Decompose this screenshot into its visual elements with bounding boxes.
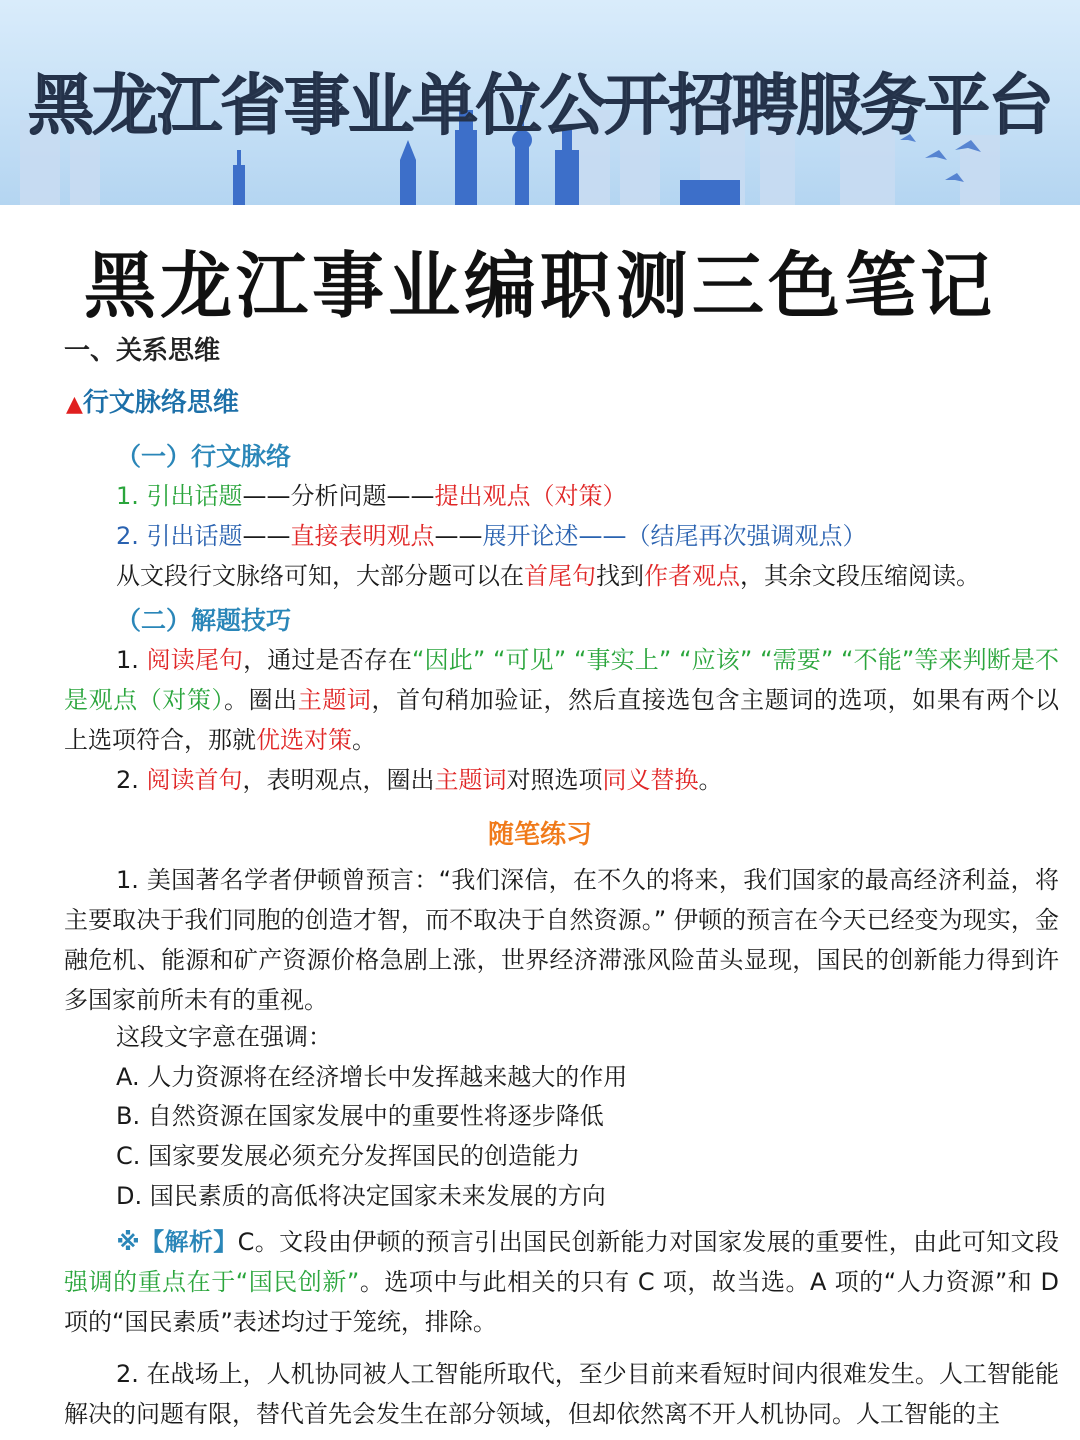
item2-dash: —— <box>242 522 291 550</box>
list-item <box>116 479 627 513</box>
page-title: 黑龙江事业编职测三色笔记 <box>83 244 996 328</box>
analysis-label: ※【解析】 <box>116 1228 238 1256</box>
banner-title: 黑龙江省事业单位公开招聘服务平台 <box>28 67 1052 144</box>
item1-viewpoint: 提出观点（对策） <box>434 482 627 510</box>
part2-heading: （二）解题技巧 <box>116 606 292 635</box>
tip-text: ，表明观点，圈出 <box>242 766 435 794</box>
summary-text: 找到 <box>596 562 644 590</box>
triangle-icon: ▲ <box>66 392 83 417</box>
sub-heading-text: 行文脉络思维 <box>82 388 239 418</box>
list-item <box>116 519 867 553</box>
tip-highlight: 阅读尾句 <box>146 646 244 674</box>
tip-highlight: 主题词 <box>434 766 507 794</box>
tip-text: 2. <box>116 766 147 794</box>
question-text: 2. 在战场上，人机协同被人工智能所取代，至少目前来看短时间内很难发生。人工智能能解决的问题有限，替代首先会发生在部分领域，但却依然离不开人机协同。人工智能的主 <box>64 1360 1059 1428</box>
tip-highlight: 同义替换 <box>602 766 699 794</box>
item2-argument: 展开论述——（结尾再次强调观点） <box>482 522 867 550</box>
part1-heading: （一）行文脉络 <box>116 442 292 471</box>
item2-topic: 2. 引出话题 <box>116 522 243 550</box>
tip-text: 。圈出 <box>224 686 298 714</box>
item2-viewpoint: 直接表明观点 <box>290 522 435 550</box>
analysis <box>64 1222 1059 1342</box>
question-text: 1. 美国著名学者伊顿曾预言：“我们深信，在不久的将来，我们国家的最高经济利益，将主要取决于我们同胞的创造才智，而不取决于自然资源。” 伊顿的预言在今天已经变为现实，金融危机、能源和矿产资源价格急剧上涨，世界经济滞涨风险苗头显现，国民的创新能力得到许多国家前所未有的重视。 <box>64 866 1059 1014</box>
tip-text: 对照选项 <box>506 766 603 794</box>
summary-highlight: 首尾句 <box>524 562 596 590</box>
option-a: A. 人力资源将在经济增长中发挥越来越大的作用 <box>116 1063 628 1091</box>
item2-dash2: —— <box>434 522 483 550</box>
question-1-prompt: 这段文字意在强调： <box>116 1023 332 1051</box>
tip-highlight: 阅读首句 <box>146 766 243 794</box>
question-2-stem <box>64 1354 1059 1434</box>
option-b: B. 自然资源在国家发展中的重要性将逐步降低 <box>116 1102 604 1130</box>
summary-text: 从文段行文脉络可知，大部分题可以在 <box>116 562 524 590</box>
analysis-text: C。文段由伊顿的预言引出国民创新能力对国家发展的重要性，由此可知文段 <box>237 1228 1059 1256</box>
part1-summary <box>116 559 980 593</box>
tip-highlight: 优选对策 <box>256 726 352 754</box>
item1-topic: 1. 引出话题 <box>116 482 243 510</box>
tip-text: 。 <box>698 766 723 794</box>
header-banner <box>0 0 1080 205</box>
item1-analysis: ——分析问题—— <box>242 482 435 510</box>
tip-keywords: “因此” “可见” “事实上” “应该” “需要” “不能”等来判断是不是观点（对策） <box>64 646 1060 714</box>
option-c: C. 国家要发展必须充分发挥国民的创造能力 <box>116 1142 581 1170</box>
section-heading: 一、关系思维 <box>64 336 221 366</box>
summary-text: ，其余文段压缩阅读。 <box>740 562 980 590</box>
tip-text: 。 <box>352 726 376 754</box>
option-d: D. 国民素质的高低将决定国家未来发展的方向 <box>116 1182 606 1210</box>
tip-1 <box>64 640 1059 760</box>
tip-text: ，通过是否存在 <box>243 646 413 674</box>
practice-heading: 随笔练习 <box>487 820 592 850</box>
tip-text: ，首句稍加验证，然后直接选包含主题词的选项，如果有两个以上选项符合，那就 <box>64 686 1060 754</box>
tip-2 <box>64 760 1059 800</box>
analysis-text: 。选项中与此相关的只有 C 项，故当选。A 项的“人力资源”和 D 项的“国民素质”表述均过于笼统，排除。 <box>64 1268 1059 1336</box>
sub-heading <box>66 386 239 422</box>
question-1-stem <box>64 860 1059 1020</box>
summary-highlight: 作者观点 <box>644 562 740 590</box>
tip-highlight: 主题词 <box>297 686 372 714</box>
tip-text: 1. <box>116 646 147 674</box>
analysis-highlight: 强调的重点在于“国民创新” <box>64 1268 360 1296</box>
